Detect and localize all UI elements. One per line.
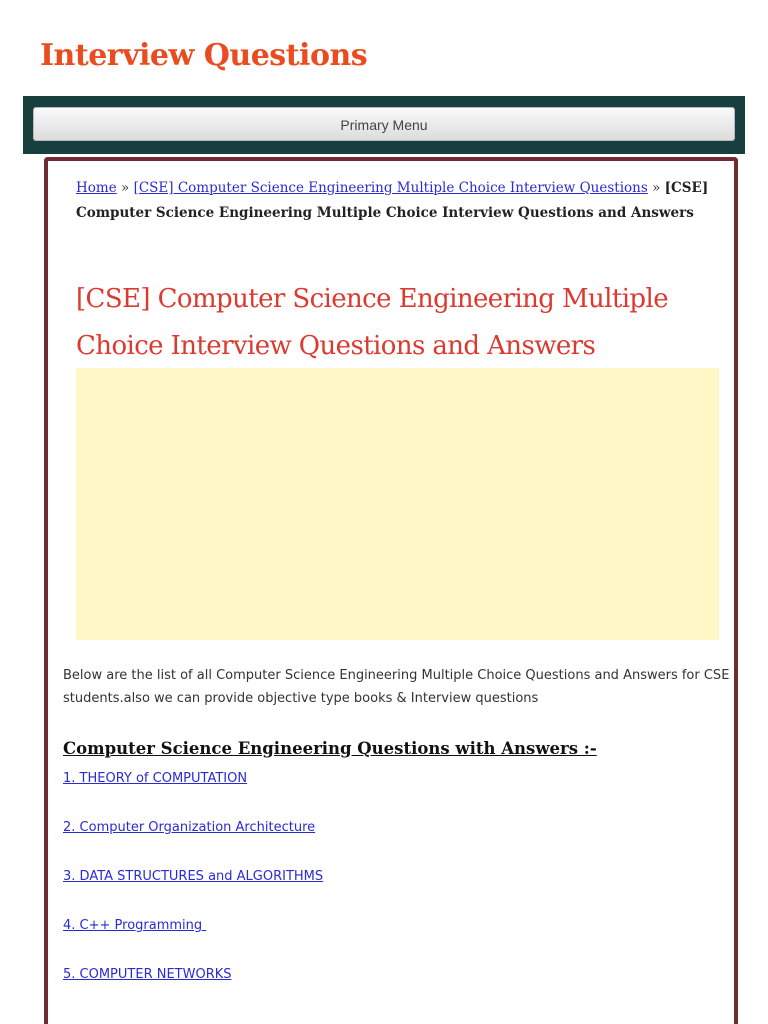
breadcrumb-current-page: [CSE] Computer Science Engineering Multiple Choice Interview Questions and Answers: [76, 180, 709, 221]
breadcrumb-separator: »: [652, 180, 661, 196]
topic-list: [63, 766, 323, 1011]
breadcrumb-category-link[interactable]: [CSE] Computer Science Engineering Multiple Choice Interview Questions: [133, 180, 648, 196]
topic-link-cpp-programming[interactable]: 4. C++ Programming: [63, 918, 207, 933]
topic-link-computer-networks[interactable]: 5. COMPUTER NETWORKS: [63, 967, 232, 982]
primary-nav-bar: [23, 96, 745, 154]
list-item: [63, 815, 323, 864]
topic-link-data-structures[interactable]: 3. DATA STRUCTURES and ALGORITHMS: [63, 869, 324, 884]
breadcrumb-home-link[interactable]: Home: [76, 180, 117, 196]
topic-link-theory-of-computation[interactable]: 1. THEORY of COMPUTATION: [63, 771, 248, 786]
intro-paragraph: Below are the list of all Computer Science Engineering Multiple Choice Questions and Answers for CSE students.also we can provide objective type books & Interview questions: [63, 668, 730, 706]
site-title[interactable]: Interview Questions: [40, 38, 368, 73]
list-item: [63, 864, 323, 913]
topic-link-computer-organization[interactable]: 2. Computer Organization Architecture: [63, 820, 316, 835]
advertisement-placeholder[interactable]: [76, 368, 719, 640]
list-item: [63, 913, 323, 962]
breadcrumb: [76, 176, 726, 225]
list-item: [63, 766, 323, 815]
list-item: [63, 962, 323, 1011]
section-heading: Computer Science Engineering Questions with Answers :-: [63, 739, 597, 758]
breadcrumb-separator: »: [121, 180, 130, 196]
primary-menu-button[interactable]: Primary Menu: [33, 107, 735, 141]
page-title: [CSE] Computer Science Engineering Multiple Choice Interview Questions and Answers: [76, 284, 668, 361]
